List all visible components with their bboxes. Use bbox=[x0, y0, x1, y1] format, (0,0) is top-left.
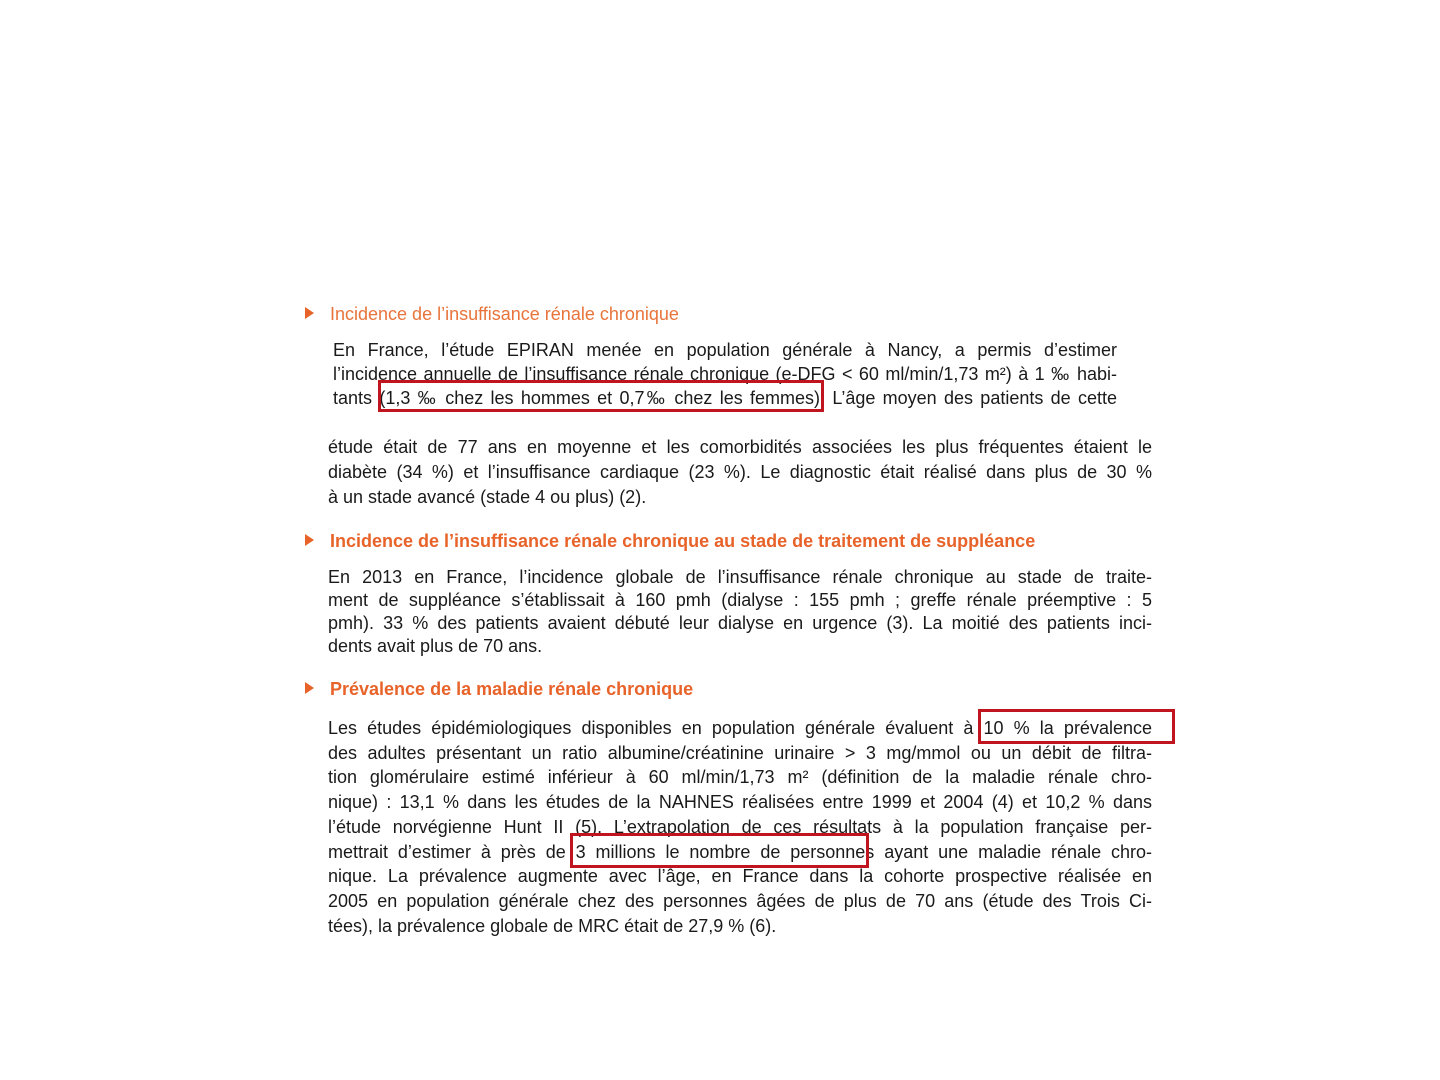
section-heading-prevalence bbox=[305, 678, 693, 700]
bullet-arrow-icon bbox=[305, 307, 314, 319]
highlight-box-3-millions bbox=[570, 833, 869, 868]
paragraph-line: tées), la prévalence globale de MRC était de 27,9 % (6). bbox=[328, 916, 777, 936]
paragraph-line: l’étude norvégienne Hunt II (5). L’extrapolation de ces résultats à la population française per- bbox=[328, 817, 1152, 837]
paragraph-line: dents avait plus de 70 ans. bbox=[328, 636, 543, 656]
paragraph-line: nique. La prévalence augmente avec l’âge, en France dans la cohorte prospective réalisée en bbox=[328, 866, 1152, 886]
section-heading-text: Incidence de l’insuffisance rénale chronique au stade de traitement de suppléance bbox=[330, 531, 1036, 551]
paragraph-line: pmh). 33 % des patients avaient débuté leur dialyse en urgence (3). La moitié des patients inci- bbox=[328, 613, 1152, 633]
section-heading-text: Incidence de l’insuffisance rénale chronique bbox=[330, 304, 679, 324]
paragraph-line: mettrait d’estimer à près de 3 millions le nombre de personnes ayant une maladie rénale chro- bbox=[328, 842, 1152, 862]
section-heading-incidence bbox=[305, 303, 679, 325]
highlight-box-incidence-sexe bbox=[378, 380, 824, 412]
section-heading-suppleance bbox=[305, 530, 1035, 552]
paragraph-line: nique) : 13,1 % dans les études de la NAHNES réalisées entre 1999 et 2004 (4) et 10,2 % dans bbox=[328, 792, 1152, 812]
paragraph-line: En 2013 en France, l’incidence globale de l’insuffisance rénale chronique au stade de traite- bbox=[328, 567, 1152, 587]
paragraph-line: ment de suppléance s’établissait à 160 pmh (dialyse : 155 pmh ; greffe rénale préemptive : 5 bbox=[328, 590, 1152, 610]
highlight-box-prevalence-10 bbox=[978, 709, 1175, 744]
paragraph-line: l’incidence annuelle de l’insuffisance rénale chronique (e-DFG < 60 ml/min/1,73 m²) à 1 ‰ habi- bbox=[333, 364, 1117, 384]
section-heading-text: Prévalence de la maladie rénale chronique bbox=[330, 679, 694, 699]
bullet-arrow-icon bbox=[305, 682, 314, 694]
paragraph-line: diabète (34 %) et l’insuffisance cardiaque (23 %). Le diagnostic était réalisé dans plus de 30 % bbox=[328, 462, 1152, 482]
paragraph-line: tants (1,3 ‰ chez les hommes et 0,7‰ chez les femmes). L’âge moyen des patients de cette bbox=[333, 388, 1117, 408]
paragraph-line: à un stade avancé (stade 4 ou plus) (2). bbox=[328, 487, 647, 507]
paragraph-line: 2005 en population générale chez des personnes âgées de plus de 70 ans (étude des Trois Ci- bbox=[328, 891, 1152, 911]
paragraph-line: En France, l’étude EPIRAN menée en population générale à Nancy, a permis d’estimer bbox=[333, 340, 1117, 360]
paragraph-line: tion glomérulaire estimé inférieur à 60 ml/min/1,73 m² (définition de la maladie rénale chro- bbox=[328, 767, 1152, 787]
paragraph-line: Les études épidémiologiques disponibles en population générale évaluent à 10 % la prévalence bbox=[328, 718, 1152, 738]
paragraph-line: étude était de 77 ans en moyenne et les comorbidités associées les plus fréquentes étaient le bbox=[328, 437, 1152, 457]
bullet-arrow-icon bbox=[305, 534, 314, 546]
paragraph-line: des adultes présentant un ratio albumine/créatinine urinaire > 3 mg/mmol ou un débit de filtra- bbox=[328, 743, 1152, 763]
